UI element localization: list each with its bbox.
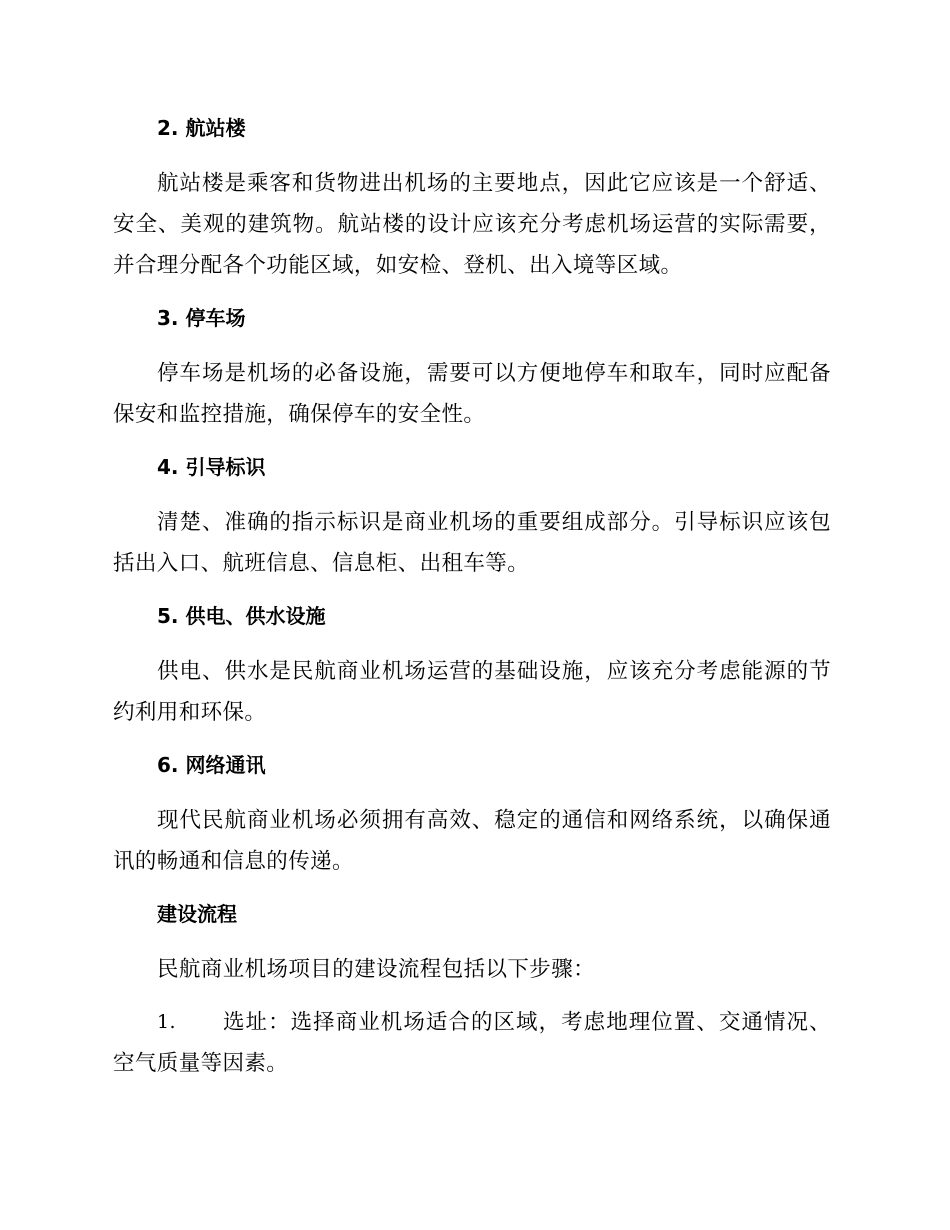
section-heading-utilities: 5. 供电、供水设施	[157, 604, 326, 628]
list-item	[113, 1002, 831, 1084]
list-item-text: 选址：选择商业机场适合的区域，考虑地理位置、交通情况、空气质量等因素。	[113, 1010, 831, 1076]
section-heading-parking: 3. 停车场	[157, 306, 246, 330]
section-body-parking: 停车场是机场的必备设施，需要可以方便地停车和取车，同时应配备保安和监控措施，确保停车的安全性。	[113, 361, 831, 427]
section-body-terminal: 航站楼是乘客和货物进出机场的主要地点，因此它应该是一个舒适、安全、美观的建筑物。航站楼的设计应该充分考虑机场运营的实际需要，并合理分配各个功能区域，如安检、登机、出入境等区域。	[113, 171, 831, 278]
section-heading-terminal: 2. 航站楼	[157, 116, 246, 140]
section-heading-network: 6. 网络通讯	[157, 753, 266, 777]
list-item-number: 1.	[157, 1011, 176, 1033]
section-body-construction-process: 民航商业机场项目的建设流程包括以下步骤：	[157, 957, 596, 982]
section-heading-signage: 4. 引导标识	[157, 455, 266, 479]
document-content	[113, 108, 831, 1084]
section-heading-construction-process: 建设流程	[157, 902, 237, 926]
section-body-signage: 清楚、准确的指示标识是商业机场的重要组成部分。引导标识应该包括出入口、航班信息、信息柜、出租车等。	[113, 510, 831, 576]
section-body-network: 现代民航商业机场必须拥有高效、稳定的通信和网络系统，以确保通讯的畅通和信息的传递。	[113, 808, 831, 874]
section-body-utilities: 供电、供水是民航商业机场运营的基础设施，应该充分考虑能源的节约利用和环保。	[113, 659, 831, 725]
